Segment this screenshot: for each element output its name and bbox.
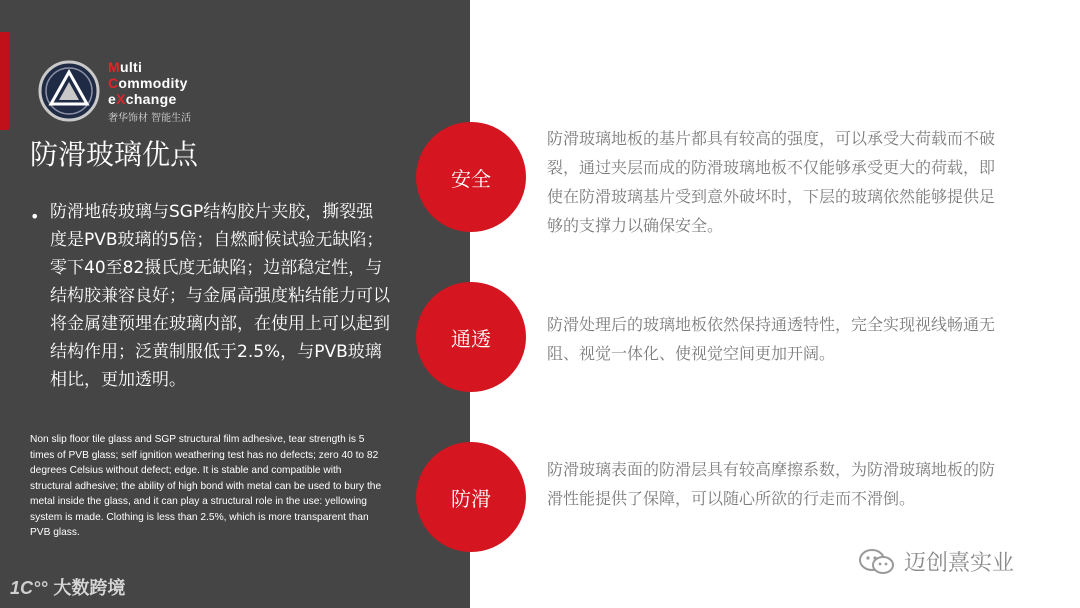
watermark-left-mark: 1C°° <box>10 578 48 598</box>
watermark-left-text: 大数跨境 <box>53 578 126 599</box>
feature-desc-antislip: 防滑玻璃表面的防滑层具有较高摩擦系数，为防滑玻璃地板的防滑性能提供了保障，可以随心所欲的行走而不滑倒。 <box>547 460 996 508</box>
watermark-right <box>858 546 1014 577</box>
feature-desc-safety: 防滑玻璃地板的基片都具有较高的强度，可以承受大荷载而不破裂，通过夹层而成的防滑玻璃地板不仅能够承受更大的荷载，即使在防滑玻璃基片受到意外破坏时，下层的玻璃依然能够提供足够的支撑力以确保安全。 <box>547 129 996 235</box>
bullet-text: 防滑地砖玻璃与SGP结构胶片夹胶，撕裂强度是PVB玻璃的5倍；自燃耐候试验无缺陷；零下40至82摄氏度无缺陷；边部稳定性，与结构胶兼容良好；与金属高强度粘结能力可以将金属建预埋在玻璃内部，在使用上可以起到结构作用；泛黄制服低于2.5%，与PVB玻璃相比，更加透明。 <box>50 202 390 390</box>
page-title: 防滑玻璃优点 <box>30 138 199 171</box>
red-accent-bar <box>0 32 9 130</box>
wechat-icon <box>858 548 896 576</box>
logo-slogan: 奢华饰材 智能生活 <box>108 113 192 124</box>
logo-wordmark: Multi Commodity eXchange <box>108 59 188 107</box>
feature-circle-transparency: 通透 <box>416 282 526 392</box>
logo-emblem-icon <box>38 60 100 122</box>
feature-circle-antislip: 防滑 <box>416 442 526 552</box>
watermark-left <box>10 574 125 600</box>
feature-circle-safety: 安全 <box>416 122 526 232</box>
english-description: Non slip floor tile glass and SGP structural film adhesive, tear strength is 5 times of PVB glass; self ignition weathering test has no defects; zero 40 to 82 degrees Celsius without defect; edge. It is stable and compatible with structural adhesive; the ability of high bond with metal can be used to bury the metal inside the glass, and it can play a structural role in the use: yellowing system is made. Clothing is less than 2.5%, which is more transparent than PVB glass. <box>30 434 382 538</box>
bullet-dot-icon: • <box>30 207 40 226</box>
watermark-right-text: 迈创熹实业 <box>904 551 1015 576</box>
feature-desc-transparency: 防滑处理后的玻璃地板依然保持通透特性，完全实现视线畅通无阻、视觉一体化、使视觉空间更加开阔。 <box>547 315 996 363</box>
